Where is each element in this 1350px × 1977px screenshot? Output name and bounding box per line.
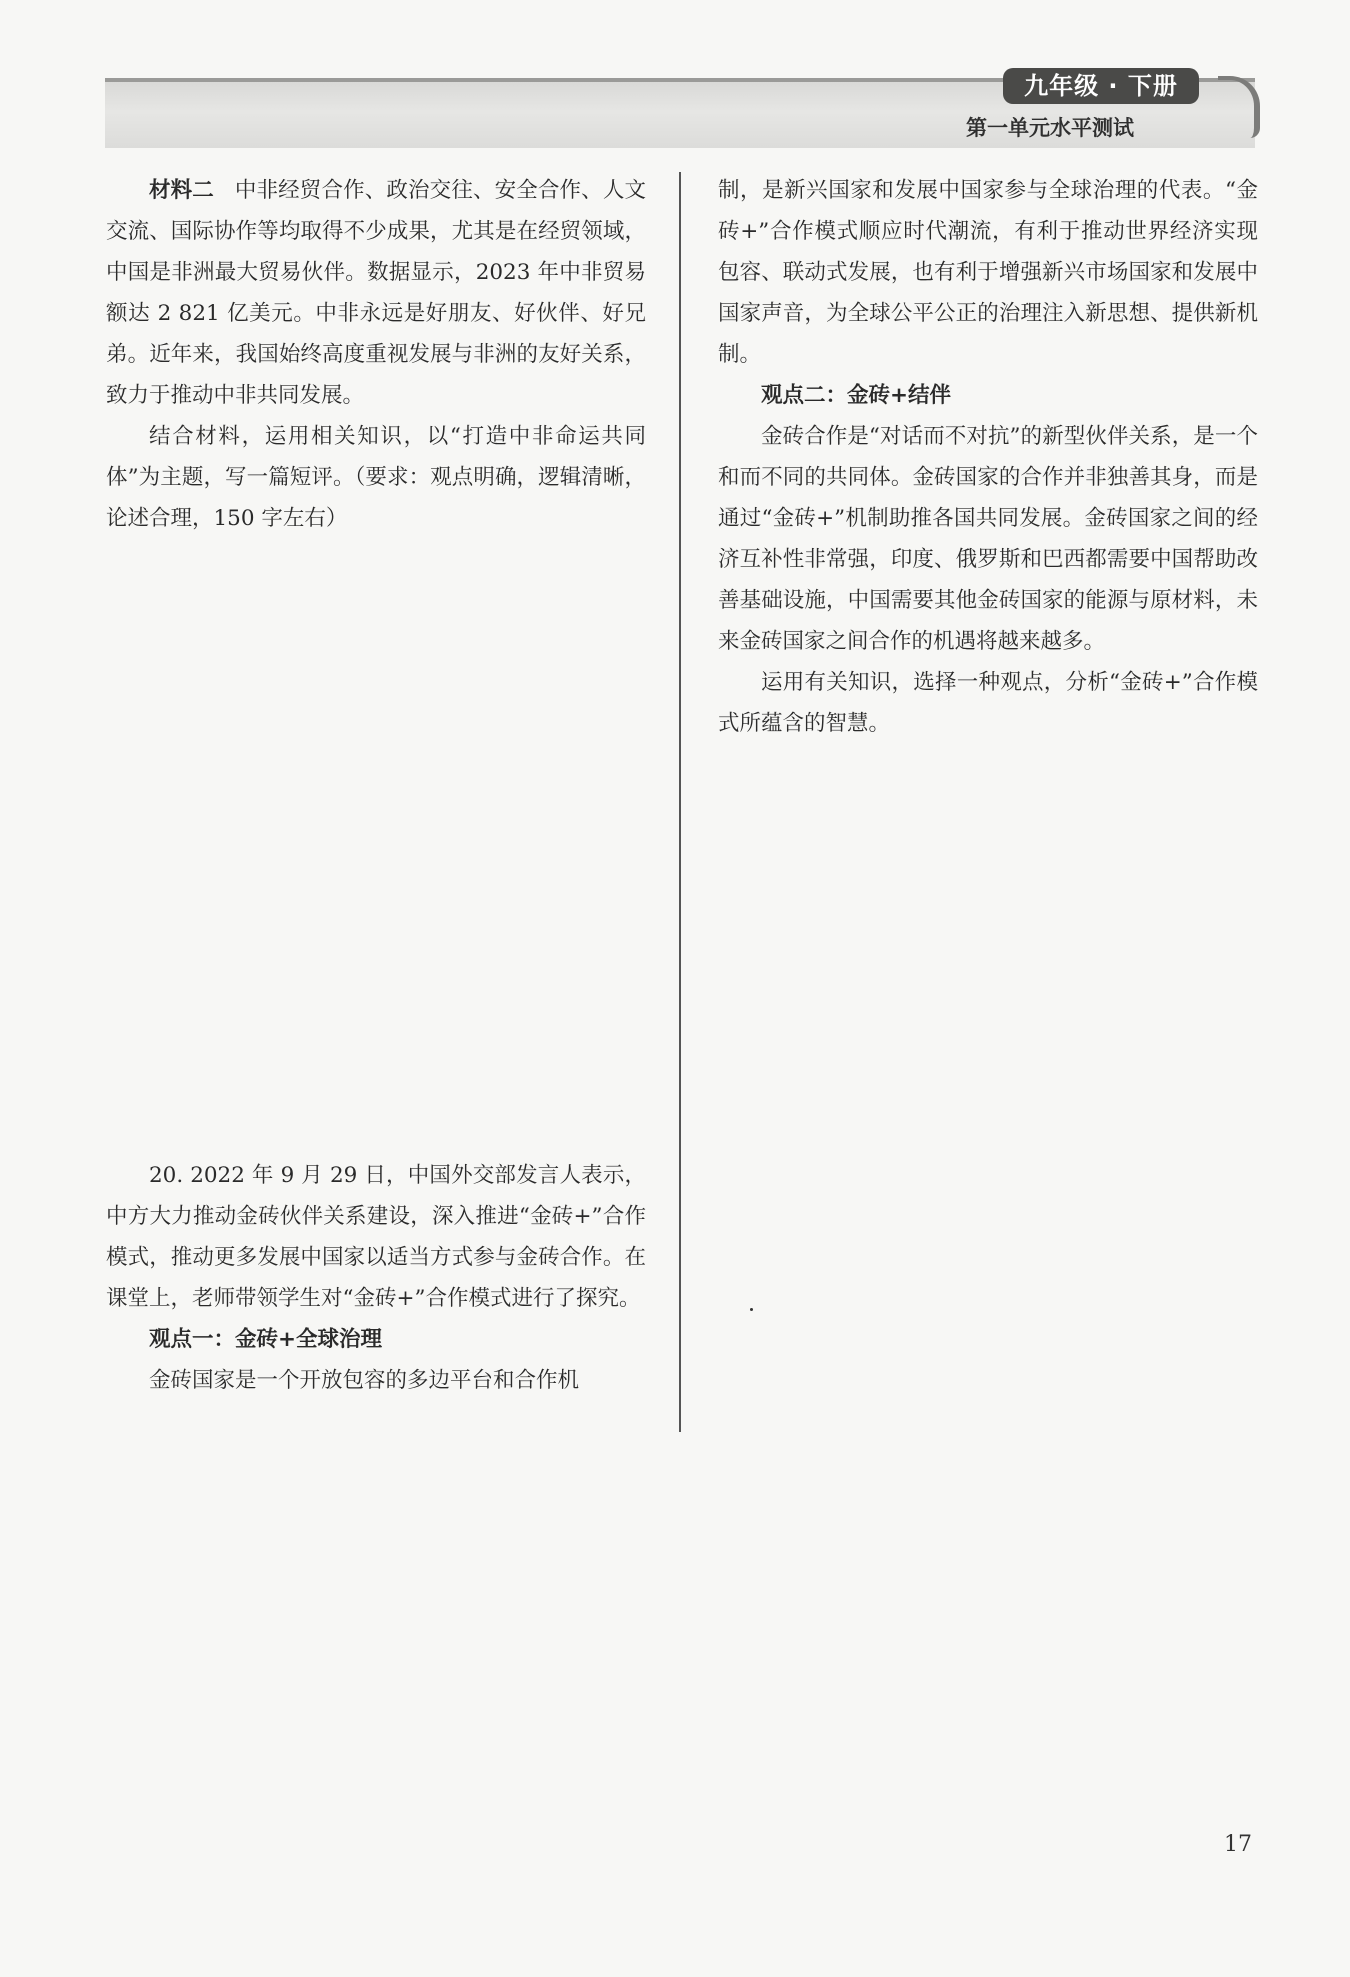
analysis-task: 运用有关知识，选择一种观点，分析“金砖+”合作模式所蕴含的智慧。 [718, 670, 1258, 736]
left-column [106, 170, 646, 539]
view-two-heading: 观点二：金砖+结伴 [761, 383, 952, 408]
view-one-text-continued: 制，是新兴国家和发展中国家参与全球治理的代表。“金砖+”合作模式顺应时代潮流，有利于推动世界经济实现包容、联动式发展，也有利于增强新兴市场国家和发展中国家声音，为全球公平公正的治理注入新思想、提供新机制。 [718, 178, 1258, 367]
column-divider [679, 172, 681, 1432]
material-label: 材料二 [149, 178, 214, 203]
question-20 [106, 1155, 646, 1401]
view-two-text: 金砖合作是“对话而不对抗”的新型伙伴关系，是一个和而不同的共同体。金砖国家的合作并非独善其身，而是通过“金砖+”机制助推各国共同发展。金砖国家之间的经济互补性非常强，印度、俄罗斯和巴西都需要中国帮助改善基础设施，中国需要其他金砖国家的能源与原材料，未来金砖国家之间合作的机遇将越来越多。 [718, 424, 1258, 654]
grade-tab: 九年级 · 下册 [1003, 68, 1199, 104]
view-one-heading: 观点一：金砖+全球治理 [149, 1327, 383, 1352]
question-20-intro: 20. 2022 年 9 月 29 日，中国外交部发言人表示，中方大力推动金砖伙伴关系建设，深入推进“金砖+”合作模式，推动更多发展中国家以适当方式参与金砖合作。在课堂上，老师带领学生对“金砖+”合作模式进行了探究。 [106, 1163, 646, 1311]
unit-title: 第一单元水平测试 [966, 116, 1134, 140]
page-number: 17 [1224, 1832, 1252, 1857]
material-two-paragraph [106, 170, 646, 416]
material-text: 中非经贸合作、政治交往、安全合作、人文交流、国际协作等均取得不少成果，尤其是在经贸领域，中国是非洲最大贸易伙伴。数据显示，2023 年中非贸易额达 2 821 亿美元。中非永远是好朋友、好伙伴、好兄弟。近年来，我国始终高度重视发展与非洲的友好关系，致力于推动中非共同发展。 [106, 178, 646, 408]
view-one-text-start: 金砖国家是一个开放包容的多边平台和合作机 [149, 1368, 580, 1393]
right-column [718, 170, 1258, 744]
essay-task: 结合材料，运用相关知识，以“打造中非命运共同体”为主题，写一篇短评。（要求：观点明确，逻辑清晰，论述合理，150 字左右） [106, 424, 646, 531]
stray-dot [750, 1308, 753, 1311]
